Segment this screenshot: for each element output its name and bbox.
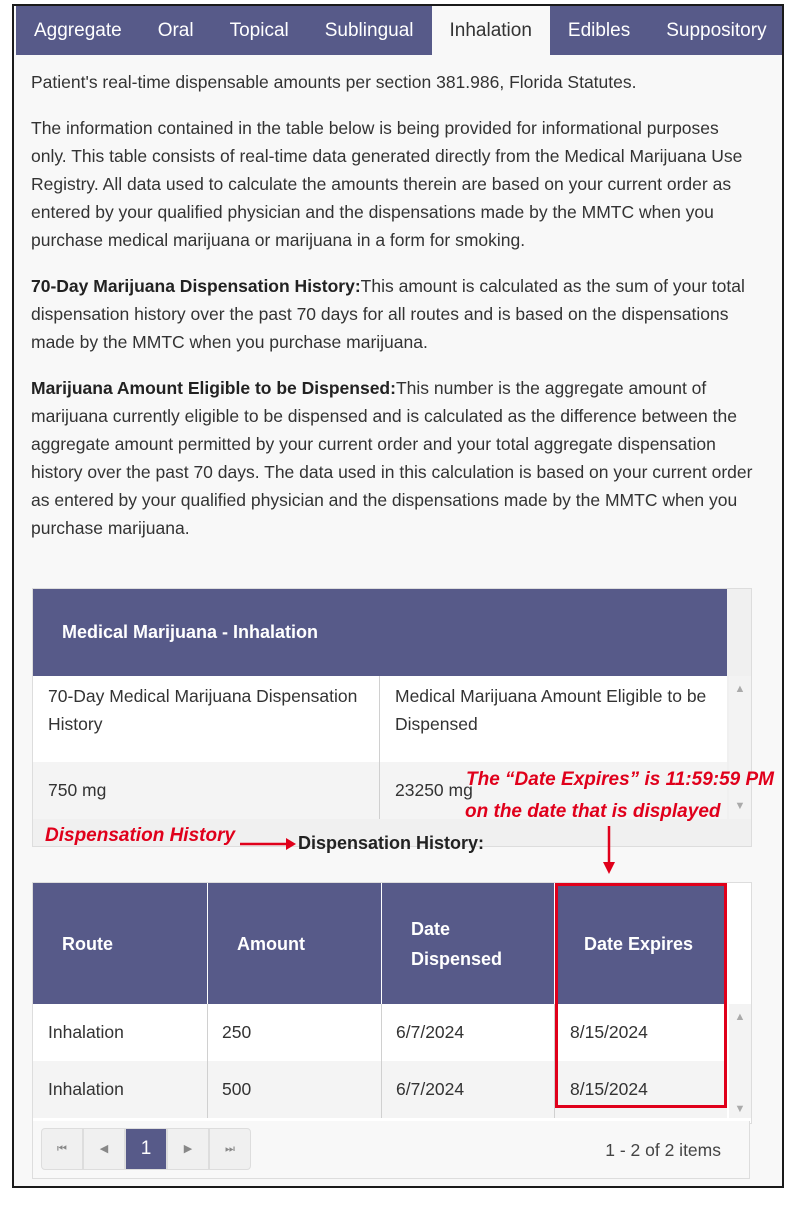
summary-scrollbar[interactable] [729, 676, 751, 819]
history-definition [31, 272, 756, 356]
col-header-amount[interactable]: Amount [208, 883, 381, 1004]
scroll-down-icon[interactable]: ▼ [734, 1103, 746, 1115]
history-label: Dispensation History: [298, 833, 485, 853]
pager-info: 1 - 2 of 2 items [605, 1140, 721, 1160]
column-divider [381, 1004, 382, 1118]
summary-eligible-value: 23250 mg [380, 762, 727, 819]
amount-cell: 250 [222, 1022, 252, 1042]
route-cell: Inhalation [48, 1022, 124, 1042]
first-page-icon[interactable]: ⏮ [41, 1128, 83, 1170]
date-dispensed-cell: 6/7/2024 [396, 1022, 465, 1042]
route-tabs [16, 6, 782, 55]
scroll-up-icon[interactable]: ▲ [734, 1011, 746, 1023]
col-header-route[interactable]: Route [33, 883, 207, 1004]
page-number-button[interactable]: 1 [125, 1128, 167, 1170]
pager [32, 1121, 750, 1179]
annotation-arrow-right-icon [240, 836, 296, 852]
next-page-icon[interactable]: ▶ [167, 1128, 209, 1170]
amount-cell: 500 [222, 1079, 252, 1099]
prev-page-icon[interactable]: ◀ [83, 1128, 125, 1170]
last-page-icon[interactable]: ⏭ [209, 1128, 251, 1170]
date-expires-note-line2: on the date that is displayed [465, 801, 721, 822]
date-expires-note-line1: The “Date Expires” is 11:59:59 PM [466, 769, 774, 790]
history-scrollbar[interactable] [729, 1004, 751, 1118]
history-definition-text: This amount is calculated as the sum of your total dispensation history over the past 70 days for all routes and is based on the dispensations made by the MMTC when you purchase marijuana. [31, 276, 745, 352]
route-cell: Inhalation [48, 1079, 124, 1099]
statute-note: Patient's real-time dispensable amounts per section 381.986, Florida Statutes. [31, 72, 637, 92]
summary-divider [379, 676, 380, 819]
summary-col1-header: 70-Day Medical Marijuana Dispensation History [33, 676, 379, 762]
column-divider [207, 1004, 208, 1118]
tab-oral[interactable]: Oral [157, 20, 194, 41]
tab-inhalation[interactable]: Inhalation [432, 6, 550, 55]
date-dispensed-cell: 6/7/2024 [396, 1079, 465, 1099]
tab-topical[interactable]: Topical [229, 20, 289, 41]
col-header-date-dispensed[interactable]: Date Dispensed [382, 883, 554, 1004]
date-expires-cell: 8/15/2024 [570, 1022, 648, 1042]
tab-aggregate[interactable]: Aggregate [34, 20, 122, 41]
col-header-date-expires[interactable]: Date Expires [555, 883, 727, 1004]
info-text [31, 68, 756, 560]
date-expires-cell: 8/15/2024 [570, 1079, 648, 1099]
summary-history-value: 750 mg [33, 762, 379, 819]
summary-title: Medical Marijuana - Inhalation [33, 589, 727, 676]
eligible-definition-term: Marijuana Amount Eligible to be Dispensed: [31, 378, 396, 398]
tab-suppository[interactable]: Suppository [666, 20, 767, 41]
eligible-definition-text: This number is the aggregate amount of marijuana currently eligible to be dispensed and is calculated as the difference between the aggregate amount permitted by your current order and your total aggregate dispensation history over the past 70 days. The data used in this calculation is based on your current order as entered by your qualified physician and the dispensations made by the MMTC when you purchase marijuana. [31, 378, 753, 538]
tab-sublingual[interactable]: Sublingual [324, 20, 414, 41]
scroll-up-icon[interactable]: ▲ [734, 683, 746, 695]
scroll-down-icon[interactable]: ▼ [734, 800, 746, 812]
disclaimer-paragraph: The information contained in the table below is being provided for informational purposes only. This table consists of real-time data generated directly from the Medical Marijuana Use Registry. All data used to calculate the amounts therein are based on your current order as entered by your qualified physician and the dispensations made by the MMTC when you purchase medical marijuana or marijuana in a form for smoking. [31, 118, 743, 250]
tab-edibles[interactable]: Edibles [567, 20, 631, 41]
dispensation-annotation: Dispensation History [45, 825, 236, 846]
summary-col2-header: Medical Marijuana Amount Eligible to be Dispensed [380, 676, 727, 762]
history-definition-term: 70-Day Marijuana Dispensation History: [31, 276, 361, 296]
annotation-arrow-down-icon [601, 826, 617, 874]
dispensation-panel [12, 4, 784, 1188]
eligible-definition [31, 374, 756, 542]
date-expires-highlight [555, 883, 727, 1108]
